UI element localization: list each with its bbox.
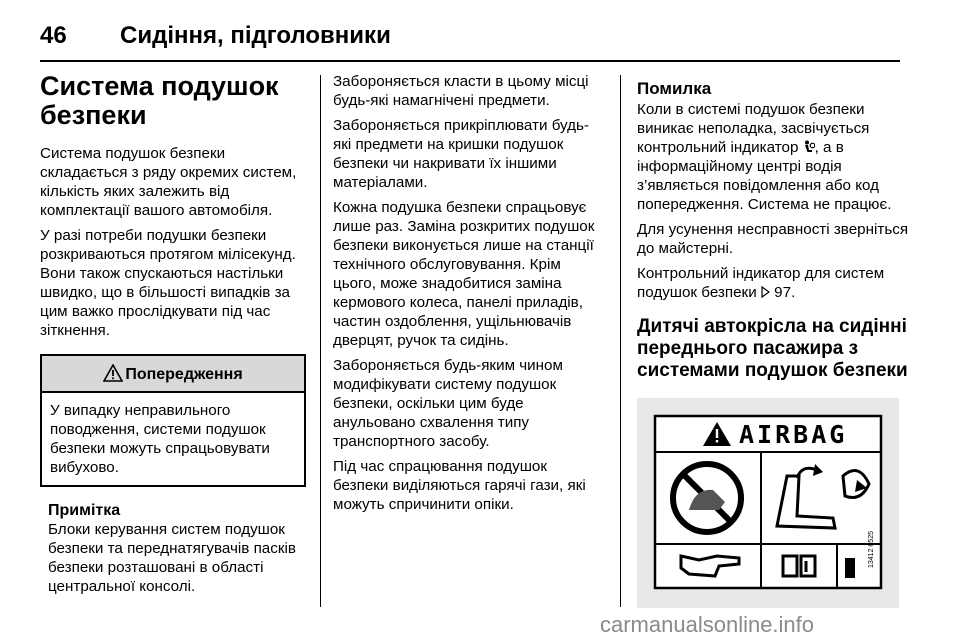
child-seat-heading: Дитячі автокрісла на сидінні переднього пасажира з системами подушок безпеки	[637, 316, 908, 381]
page-header	[40, 12, 910, 58]
column-2	[333, 72, 603, 520]
watermark: carmanualsonline.info	[600, 612, 815, 637]
paragraph: Кожна подушка безпеки спрацьовує лише раз. Заміна розкритих подушок безпеки виконується лише на станції технічного обслуговування. Крім цього, може знадобитися заміна кермового колеса, панелі приладів, частин оздоблення, ущільнювачів дверцят, ручок та сидінь.	[333, 199, 595, 349]
airbag-system-heading: Система подушок безпеки	[40, 71, 279, 130]
fault-paragraph	[637, 100, 912, 214]
paragraph: Під час спрацювання подушок безпеки виділяються гарячі гази, які можуть спричинити опіки.	[333, 458, 586, 513]
warning-triangle-icon	[103, 364, 123, 382]
paragraph: Система подушок безпеки складається з ряду окремих систем, кількість яких залежить від комплектації вашого автомобіля.	[40, 145, 297, 219]
label-code: 13412 6525	[868, 531, 875, 568]
note-block	[40, 501, 306, 596]
paragraph: Забороняється прикріплювати будь-які предмети на кришки подушок безпеки чи накривати їх іншими матеріалами.	[333, 117, 589, 191]
label-text: AIRBAG	[739, 420, 848, 449]
paragraph: Забороняється класти в цьому місці будь-які намагнічені предмети.	[333, 73, 589, 109]
warning-title: Попередження	[125, 366, 243, 383]
column-3	[637, 72, 912, 608]
page-number: 46	[40, 22, 67, 49]
column-1	[40, 72, 306, 596]
airbag-indicator-icon	[803, 140, 815, 154]
column-divider-2	[620, 75, 621, 607]
indicator-text: Контрольний індикатор для систем подушок безпеки	[637, 265, 885, 301]
page-reference-icon	[761, 286, 770, 298]
warning-header	[42, 356, 304, 393]
section-title: Сидіння, підголовники	[120, 22, 391, 49]
paragraph: У разі потреби подушки безпеки розкриваються протягом мілісекунд. Вони також спускаються настільки швидко, що в більшості випадків за цим важко прослідкувати під час зіткнення.	[40, 227, 296, 339]
fault-heading: Помилка	[637, 79, 712, 98]
warning-box	[40, 354, 306, 487]
fix-paragraph: Для усунення несправності зверніться до майстерні.	[637, 221, 909, 257]
note-text: Блоки керування систем подушок безпеки та переднатягувачів пасків безпеки розташовані в області центральної консолі.	[48, 521, 296, 595]
fault-text-start: Коли в системі подушок безпеки виникає неполадка, засвічується контрольний індикатор	[637, 101, 870, 156]
column-divider-1	[320, 75, 321, 607]
airbag-warning-label-image	[637, 398, 899, 608]
header-rule	[40, 60, 900, 62]
warning-text: У випадку неправильного поводження, системи подушок безпеки можуть спрацьовувати вибухово.	[50, 402, 270, 476]
indicator-ref-page[interactable]: 97.	[774, 284, 796, 301]
note-title: Примітка	[48, 502, 121, 519]
indicator-paragraph	[637, 264, 912, 302]
paragraph: Забороняється будь-яким чином модифікувати систему подушок безпеки, оскільки цим буде анульовано схвалення типу транспортного засобу.	[333, 357, 563, 450]
fault-text-end: , а в інформаційному центрі водія з’являється повідомлення або код попередження. Система не працює.	[637, 139, 892, 213]
